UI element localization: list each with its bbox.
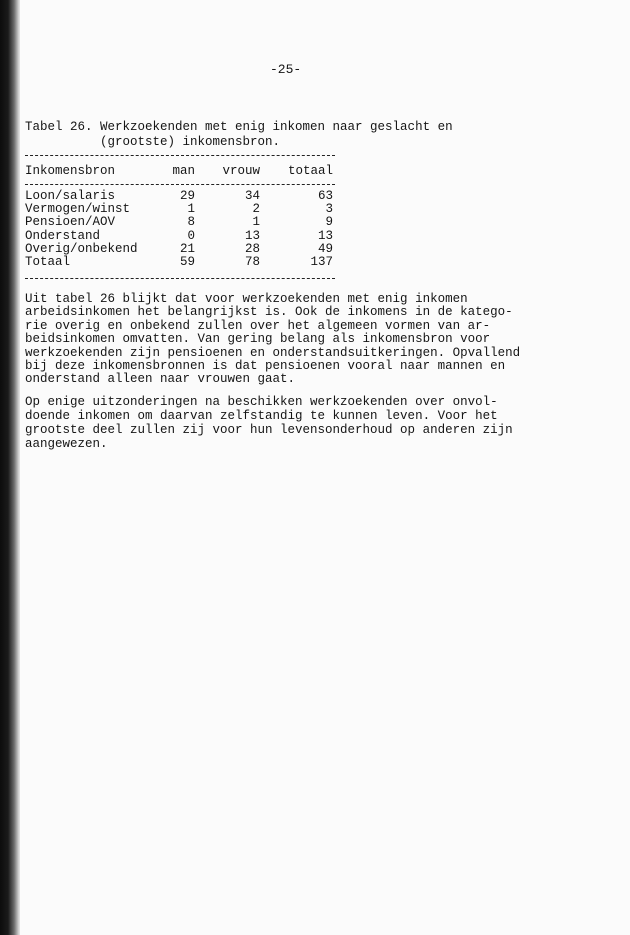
table-row bbox=[25, 256, 345, 269]
table-row bbox=[25, 230, 345, 243]
cell-totaal: 63 bbox=[317, 189, 333, 203]
cell-vrouw: 2 bbox=[252, 202, 260, 217]
table-title: Tabel 26. Werkzoekenden met enig inkomen naar geslacht en bbox=[25, 120, 453, 134]
cell-vrouw: 13 bbox=[244, 228, 260, 243]
cell-man: 8 bbox=[187, 215, 195, 230]
table-rule-header bbox=[25, 184, 335, 185]
cell-vrouw: 78 bbox=[244, 255, 260, 269]
paragraph1-line: arbeidsinkomen het belangrijkst is. Ook de inkomens in de katego- bbox=[25, 305, 513, 320]
paragraph2-line: aangewezen. bbox=[25, 437, 108, 451]
paragraph1-line: werkzoekenden zijn pensioenen en onderstandsuitkeringen. Opvallend bbox=[25, 345, 521, 360]
paragraph1-line: beidsinkomen omvatten. Van gering belang als inkomensbron voor bbox=[25, 332, 491, 347]
cell-man: 1 bbox=[187, 202, 195, 217]
table-row bbox=[25, 190, 345, 203]
cell-totaal: 49 bbox=[317, 241, 333, 256]
paragraph1-line: onderstand alleen naar vrouwen gaat. bbox=[25, 372, 296, 387]
header-man: man bbox=[172, 164, 195, 178]
scan-page-edge bbox=[0, 0, 20, 935]
cell-inkomensbron: Pensioen/AOV bbox=[25, 215, 116, 230]
table-row bbox=[25, 243, 345, 256]
cell-inkomensbron: Loon/salaris bbox=[25, 189, 116, 203]
cell-totaal: 137 bbox=[310, 255, 333, 269]
paragraph2-line: doende inkomen om daarvan zelfstandig te kunnen leven. Voor het bbox=[25, 409, 498, 423]
cell-totaal: 3 bbox=[325, 202, 333, 217]
table-header-row bbox=[25, 165, 345, 178]
cell-man: 59 bbox=[179, 255, 195, 269]
cell-inkomensbron: Onderstand bbox=[25, 228, 101, 243]
table-title-continued: (grootste) inkomensbron. bbox=[25, 135, 281, 149]
cell-totaal: 9 bbox=[325, 215, 333, 230]
paragraph1-line: bij deze inkomensbronnen is dat pensioenen vooral naar mannen en bbox=[25, 359, 506, 373]
cell-man: 29 bbox=[179, 189, 195, 203]
cell-inkomensbron: Totaal bbox=[25, 255, 71, 269]
paragraph1-line: rie overig en onbekend zullen over het algemeen vormen van ar- bbox=[25, 318, 491, 333]
cell-inkomensbron: Overig/onbekend bbox=[25, 241, 138, 256]
cell-totaal: 13 bbox=[317, 228, 333, 243]
paragraph2-line: grootste deel zullen zij voor hun levensonderhoud op anderen zijn bbox=[25, 423, 513, 437]
table-rule-bottom bbox=[25, 278, 335, 279]
cell-inkomensbron: Vermogen/winst bbox=[25, 202, 131, 217]
table-rule-top bbox=[25, 155, 335, 156]
cell-vrouw: 28 bbox=[244, 241, 260, 256]
header-vrouw: vrouw bbox=[222, 164, 260, 178]
page-number: -25- bbox=[270, 62, 302, 77]
cell-man: 0 bbox=[187, 228, 195, 243]
cell-man: 21 bbox=[179, 241, 195, 256]
table-row bbox=[25, 203, 345, 216]
paragraph2-line: Op enige uitzonderingen na beschikken werkzoekenden over onvol- bbox=[25, 395, 498, 409]
header-inkomensbron: Inkomensbron bbox=[25, 164, 116, 178]
cell-vrouw: 1 bbox=[252, 215, 260, 230]
cell-vrouw: 34 bbox=[244, 189, 260, 203]
table-row bbox=[25, 216, 345, 229]
header-totaal: totaal bbox=[287, 164, 333, 178]
paragraph1-line: Uit tabel 26 blijkt dat voor werkzoekenden met enig inkomen bbox=[25, 292, 468, 306]
